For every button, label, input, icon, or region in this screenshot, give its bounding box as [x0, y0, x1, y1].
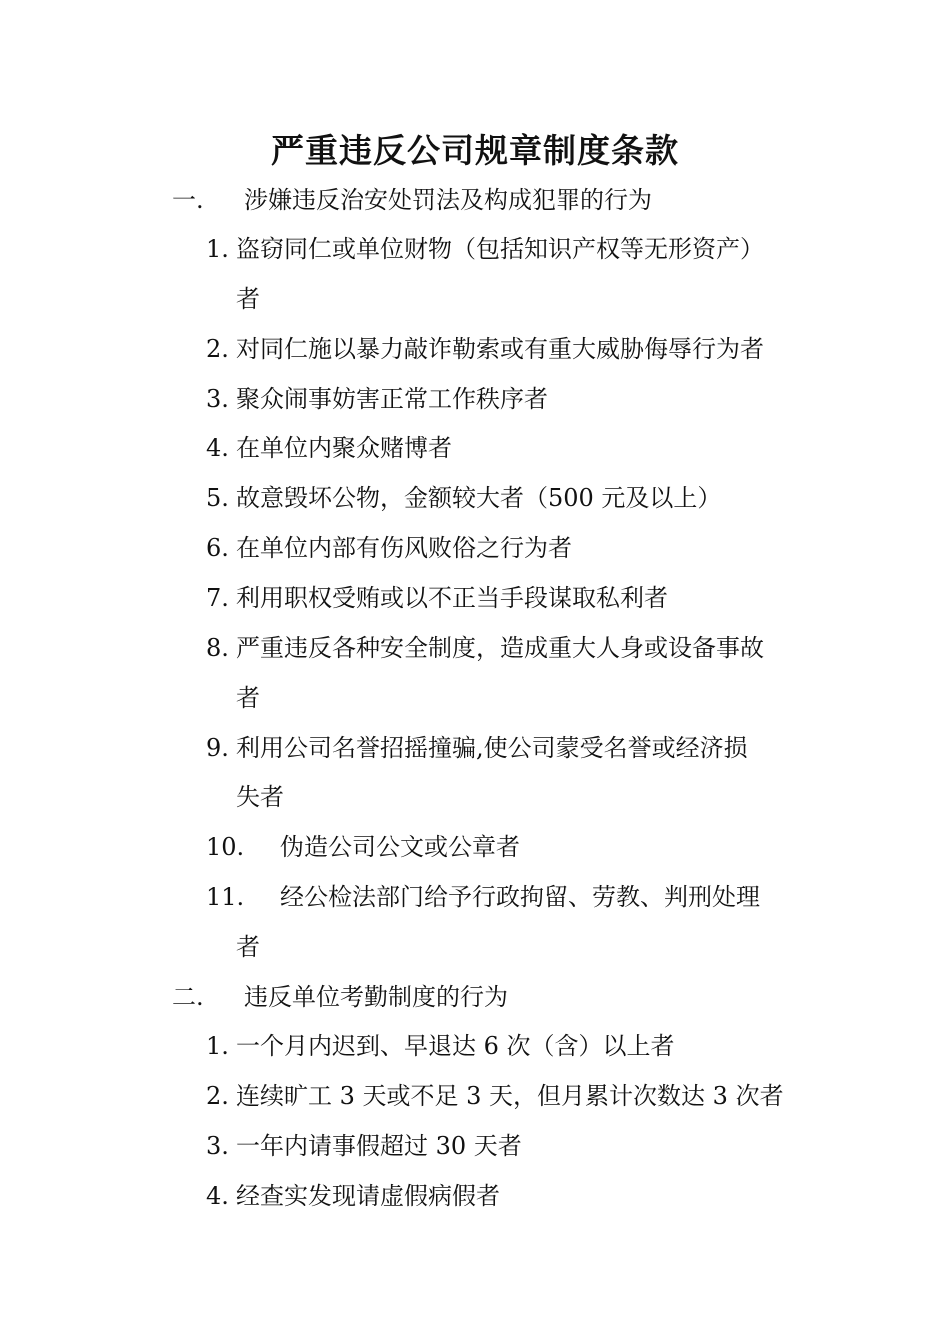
item-text-continuation: 者 [236, 285, 260, 313]
item-text: 盗窃同仁或单位财物（包括知识产权等无形资产） [236, 235, 764, 263]
item-text: 一个月内迟到、早退达 6 次（含）以上者 [236, 1032, 675, 1060]
item-text-continuation: 者 [236, 933, 260, 961]
item-number: 11. [206, 883, 245, 911]
item-number: 4. [206, 434, 229, 462]
item-text: 故意毁坏公物，金额较大者（500 元及以上） [236, 484, 722, 512]
item-number: 10. [206, 833, 245, 861]
item-text: 严重违反各种安全制度，造成重大人身或设备事故 [236, 634, 764, 662]
item-text-continuation: 者 [236, 684, 260, 712]
item-text: 在单位内部有伤风败俗之行为者 [236, 534, 572, 562]
item-text: 利用职权受贿或以不正当手段谋取私利者 [236, 584, 668, 612]
section-title: 违反单位考勤制度的行为 [244, 983, 508, 1011]
item-number: 6. [206, 534, 229, 562]
item-number: 3. [206, 385, 229, 413]
section-title: 涉嫌违反治安处罚法及构成犯罪的行为 [244, 186, 652, 214]
item-text: 聚众闹事妨害正常工作秩序者 [236, 385, 548, 413]
item-number: 1. [206, 1032, 229, 1060]
item-text: 一年内请事假超过 30 天者 [236, 1132, 522, 1160]
item-text: 连续旷工 3 天或不足 3 天，但月累计次数达 3 次者 [236, 1082, 784, 1110]
item-number: 9. [206, 734, 229, 762]
item-text: 对同仁施以暴力敲诈勒索或有重大威胁侮辱行为者 [236, 335, 764, 363]
item-number: 4. [206, 1182, 229, 1210]
section-number: 一. [172, 186, 204, 214]
item-text-continuation: 失者 [236, 783, 284, 811]
item-number: 2. [206, 335, 229, 363]
document-title: 严重违反公司规章制度条款 [271, 131, 679, 170]
item-number: 3. [206, 1132, 229, 1160]
item-text: 经查实发现请虚假病假者 [236, 1182, 500, 1210]
item-number: 1. [206, 235, 229, 263]
item-text: 在单位内聚众赌博者 [236, 434, 452, 462]
item-number: 7. [206, 584, 229, 612]
item-text: 利用公司名誉招摇撞骗,使公司蒙受名誉或经济损 [236, 734, 748, 762]
item-text: 伪造公司公文或公章者 [280, 833, 520, 861]
item-number: 8. [206, 634, 229, 662]
item-number: 5. [206, 484, 229, 512]
item-number: 2. [206, 1082, 229, 1110]
item-text: 经公检法部门给予行政拘留、劳教、判刑处理 [280, 883, 760, 911]
section-number: 二. [172, 983, 204, 1011]
